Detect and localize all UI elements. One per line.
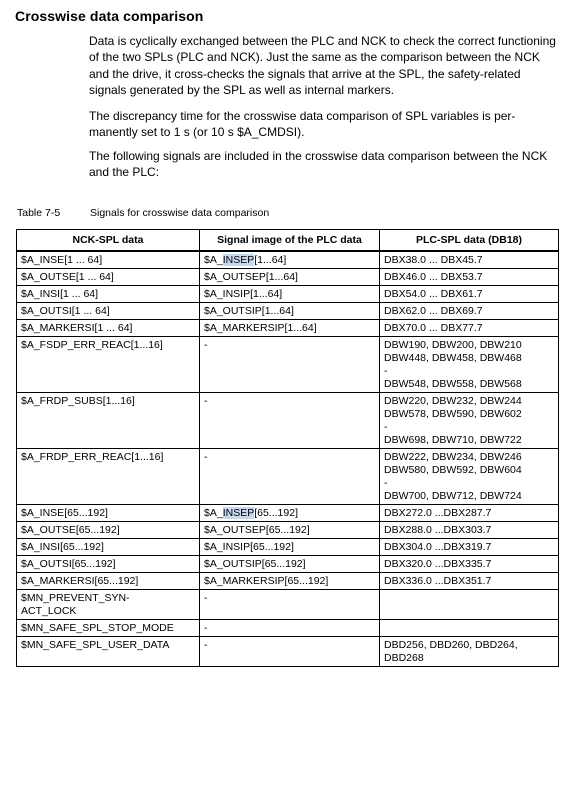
nck-spl-cell: $A_MARKERSI[65...192] xyxy=(17,573,200,590)
table-row xyxy=(17,522,559,539)
plc-spl-cell xyxy=(380,337,559,393)
plc-image-cell xyxy=(200,286,380,303)
plc-image-text: - xyxy=(204,622,208,634)
plc-spl-cell xyxy=(380,637,559,667)
plc-image-text: [65...192] xyxy=(254,507,298,519)
plc-image-text: - xyxy=(204,592,208,604)
paragraph-2: The discrepancy time for the crosswise data comparison of SPL variables is per- manently set to 1 s (or 10 s $A_CMDSI). xyxy=(89,109,516,140)
highlighted-text: INSEP xyxy=(222,507,255,519)
signals-table xyxy=(16,229,559,667)
table-row xyxy=(17,337,559,393)
nck-spl-cell: $A_FSDP_ERR_REAC[1...16] xyxy=(17,337,200,393)
db-address: DBX62.0 ... DBX69.7 xyxy=(384,305,483,317)
db-address: DBD268 xyxy=(384,652,424,664)
nck-spl-cell: $A_INSE[1 ... 64] xyxy=(17,251,200,269)
plc-image-cell xyxy=(200,303,380,320)
nck-spl-cell: $A_MARKERSI[1 ... 64] xyxy=(17,320,200,337)
table-number: Table 7-5 xyxy=(17,207,61,219)
plc-spl-cell xyxy=(380,449,559,505)
nck-spl-cell: $MN_SAFE_SPL_STOP_MODE xyxy=(17,620,200,637)
db-address: DBW700, DBW712, DBW724 xyxy=(384,490,522,502)
table-row xyxy=(17,303,559,320)
table-row xyxy=(17,620,559,637)
db-address: DBX304.0 ...DBX319.7 xyxy=(384,541,492,553)
plc-image-cell xyxy=(200,337,380,393)
db-address: DBX70.0 ... DBX77.7 xyxy=(384,322,483,334)
plc-image-text: $A_OUTSEP[1...64] xyxy=(204,271,298,283)
plc-spl-cell xyxy=(380,556,559,573)
nck-spl-cell: $A_OUTSE[1 ... 64] xyxy=(17,269,200,286)
plc-image-text: - xyxy=(204,639,208,651)
db-address: DBX320.0 ...DBX335.7 xyxy=(384,558,492,570)
db-address: DBX272.0 ...DBX287.7 xyxy=(384,507,492,519)
db-address: DBW580, DBW592, DBW604 xyxy=(384,464,522,476)
table-row xyxy=(17,269,559,286)
db-address: DBX288.0 ...DBX303.7 xyxy=(384,524,492,536)
plc-spl-cell xyxy=(380,286,559,303)
table-row xyxy=(17,393,559,449)
plc-image-text: $A_ xyxy=(204,507,223,519)
table-row xyxy=(17,637,559,667)
plc-image-cell xyxy=(200,539,380,556)
section-heading: Crosswise data comparison xyxy=(15,8,204,24)
nck-spl-cell: $A_FRDP_SUBS[1...16] xyxy=(17,393,200,449)
table-row xyxy=(17,251,559,269)
highlighted-text: INSEP xyxy=(222,254,255,266)
plc-spl-cell xyxy=(380,505,559,522)
nck-spl-cell: $MN_PREVENT_SYN- ACT_LOCK xyxy=(17,590,200,620)
db-address: - xyxy=(384,365,388,377)
db-address: - xyxy=(384,477,388,489)
nck-spl-cell: $A_INSI[65...192] xyxy=(17,539,200,556)
plc-spl-cell xyxy=(380,393,559,449)
db-address: DBW222, DBW234, DBW246 xyxy=(384,451,522,463)
nck-spl-cell: $A_OUTSI[65...192] xyxy=(17,556,200,573)
db-address: DBX54.0 ... DBX61.7 xyxy=(384,288,483,300)
plc-image-text: $A_OUTSEP[65...192] xyxy=(204,524,310,536)
plc-image-text: $A_OUTSIP[1...64] xyxy=(204,305,294,317)
nck-spl-cell: $MN_SAFE_SPL_USER_DATA xyxy=(17,637,200,667)
header-plc-spl: PLC-SPL data (DB18) xyxy=(380,230,559,252)
db-address: DBX46.0 ... DBX53.7 xyxy=(384,271,483,283)
plc-image-text: $A_ xyxy=(204,254,223,266)
db-address: DBX336.0 ...DBX351.7 xyxy=(384,575,492,587)
plc-image-text: - xyxy=(204,451,208,463)
table-header-row xyxy=(17,230,559,252)
plc-image-cell xyxy=(200,320,380,337)
plc-spl-cell xyxy=(380,269,559,286)
db-address: - xyxy=(384,421,388,433)
nck-spl-cell: $A_OUTSE[65...192] xyxy=(17,522,200,539)
header-plc-image: Signal image of the PLC data xyxy=(200,230,380,252)
nck-spl-cell: $A_INSI[1 ... 64] xyxy=(17,286,200,303)
plc-image-cell xyxy=(200,251,380,269)
table-row xyxy=(17,449,559,505)
plc-image-text: - xyxy=(204,395,208,407)
db-address: DBX38.0 ... DBX45.7 xyxy=(384,254,483,266)
nck-spl-cell: $A_FRDP_ERR_REAC[1...16] xyxy=(17,449,200,505)
plc-spl-cell xyxy=(380,251,559,269)
db-address: DBW220, DBW232, DBW244 xyxy=(384,395,522,407)
db-address: DBW190, DBW200, DBW210 xyxy=(384,339,522,351)
plc-image-text: $A_MARKERSIP[1...64] xyxy=(204,322,317,334)
table-row xyxy=(17,573,559,590)
plc-image-text: - xyxy=(204,339,208,351)
db-address: DBW448, DBW458, DBW468 xyxy=(384,352,522,364)
table-caption xyxy=(17,207,269,219)
plc-spl-cell xyxy=(380,522,559,539)
nck-spl-cell: $A_OUTSI[1 ... 64] xyxy=(17,303,200,320)
plc-image-cell xyxy=(200,556,380,573)
plc-spl-cell xyxy=(380,303,559,320)
plc-image-cell xyxy=(200,637,380,667)
table-row xyxy=(17,556,559,573)
table-row xyxy=(17,539,559,556)
plc-spl-cell xyxy=(380,573,559,590)
plc-spl-cell xyxy=(380,590,559,620)
paragraph-3: The following signals are included in the crosswise data comparison between the NCK and the PLC: xyxy=(89,149,548,180)
plc-image-text: $A_INSIP[65...192] xyxy=(204,541,294,553)
plc-image-cell xyxy=(200,620,380,637)
plc-spl-cell xyxy=(380,539,559,556)
db-address: DBW548, DBW558, DBW568 xyxy=(384,378,522,390)
table-row xyxy=(17,286,559,303)
db-address: DBW698, DBW710, DBW722 xyxy=(384,434,522,446)
plc-image-cell xyxy=(200,269,380,286)
table-body xyxy=(17,251,559,667)
plc-image-text: $A_INSIP[1...64] xyxy=(204,288,283,300)
paragraph-1: Data is cyclically exchanged between the PLC and NCK to check the correct functioning of the two SPLs (PLC and NCK). Just the same as the comparison between the NCK and the drive, it cross-checks the signals that arrive at the SPL, the safety-related signals generated by the SPL as well as internal markers. xyxy=(89,34,556,98)
table-row xyxy=(17,505,559,522)
table-row xyxy=(17,590,559,620)
plc-spl-cell xyxy=(380,320,559,337)
db-address: DBW578, DBW590, DBW602 xyxy=(384,408,522,420)
table-row xyxy=(17,320,559,337)
plc-image-cell xyxy=(200,393,380,449)
plc-image-cell xyxy=(200,449,380,505)
plc-image-text: $A_OUTSIP[65...192] xyxy=(204,558,306,570)
plc-image-cell xyxy=(200,505,380,522)
header-nck-spl: NCK-SPL data xyxy=(17,230,200,252)
plc-spl-cell xyxy=(380,620,559,637)
nck-spl-cell: $A_INSE[65...192] xyxy=(17,505,200,522)
plc-image-text: [1...64] xyxy=(254,254,287,266)
plc-image-text: $A_MARKERSIP[65...192] xyxy=(204,575,329,587)
plc-image-cell xyxy=(200,590,380,620)
table-caption-text: Signals for crosswise data comparison xyxy=(90,207,270,219)
plc-image-cell xyxy=(200,522,380,539)
db-address: DBD256, DBD260, DBD264, xyxy=(384,639,518,651)
plc-image-cell xyxy=(200,573,380,590)
